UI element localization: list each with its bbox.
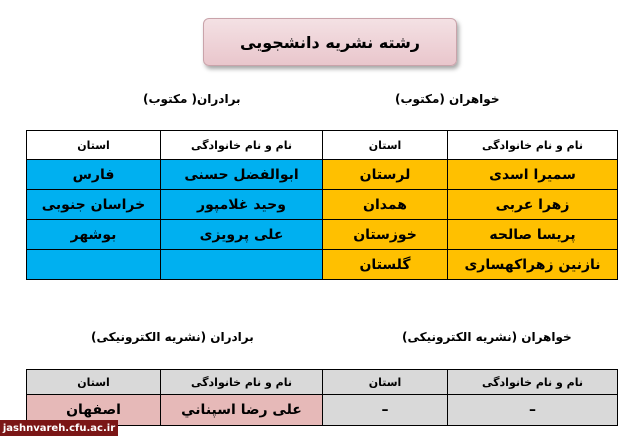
cell-sis-name: پریسا صالحه xyxy=(448,220,618,250)
cell-sis-name: سمیرا اسدی xyxy=(448,160,618,190)
header-sis-name: نام و نام خانوادگی xyxy=(448,131,618,160)
written-table xyxy=(26,130,618,280)
cell-sis-province: خوزستان xyxy=(323,220,448,250)
cell-sis-name: – xyxy=(448,395,618,426)
header-bro-province: استان xyxy=(27,370,161,395)
sisters-electronic-label: خواهران (نشریه الکترونیکی) xyxy=(402,330,572,344)
sisters-written-label: خواهران (مکتوب) xyxy=(395,92,500,106)
cell-bro-name: وحید غلامپور xyxy=(161,190,323,220)
header-sis-province: استان xyxy=(323,370,448,395)
cell-bro-province: خراسان جنوبی xyxy=(27,190,161,220)
table-row xyxy=(27,220,618,250)
cell-sis-province: همدان xyxy=(323,190,448,220)
table-row xyxy=(27,190,618,220)
header-sis-name: نام و نام خانوادگی xyxy=(448,370,618,395)
cell-sis-province: لرستان xyxy=(323,160,448,190)
cell-bro-name: ابوالفضل حسنی xyxy=(161,160,323,190)
page-title: رشته نشریه دانشجویی xyxy=(203,18,457,66)
header-bro-name: نام و نام خانوادگی xyxy=(161,131,323,160)
electronic-table xyxy=(26,369,618,426)
cell-sis-name: نازنین زهراکهساری xyxy=(448,250,618,280)
table-header-row xyxy=(27,131,618,160)
cell-bro-name xyxy=(161,250,323,280)
cell-sis-province: گلستان xyxy=(323,250,448,280)
cell-bro-province: اصفهان xyxy=(27,395,161,426)
cell-bro-province: فارس xyxy=(27,160,161,190)
header-bro-province: استان xyxy=(27,131,161,160)
header-bro-name: نام و نام خانوادگی xyxy=(161,370,323,395)
table-header-row xyxy=(27,370,618,395)
cell-bro-province: بوشهر xyxy=(27,220,161,250)
cell-bro-name: علی پرویزی xyxy=(161,220,323,250)
cell-bro-province xyxy=(27,250,161,280)
table-row xyxy=(27,160,618,190)
brothers-written-label: برادران( مکتوب) xyxy=(143,92,241,106)
site-watermark: jashnvareh.cfu.ac.ir xyxy=(0,420,118,436)
cell-sis-name: زهرا عربی xyxy=(448,190,618,220)
cell-bro-name: علی رضا اسپناني xyxy=(161,395,323,426)
brothers-electronic-label: برادران (نشریه الکترونیکی) xyxy=(91,330,254,344)
cell-sis-province: – xyxy=(323,395,448,426)
table-row xyxy=(27,250,618,280)
header-sis-province: استان xyxy=(323,131,448,160)
